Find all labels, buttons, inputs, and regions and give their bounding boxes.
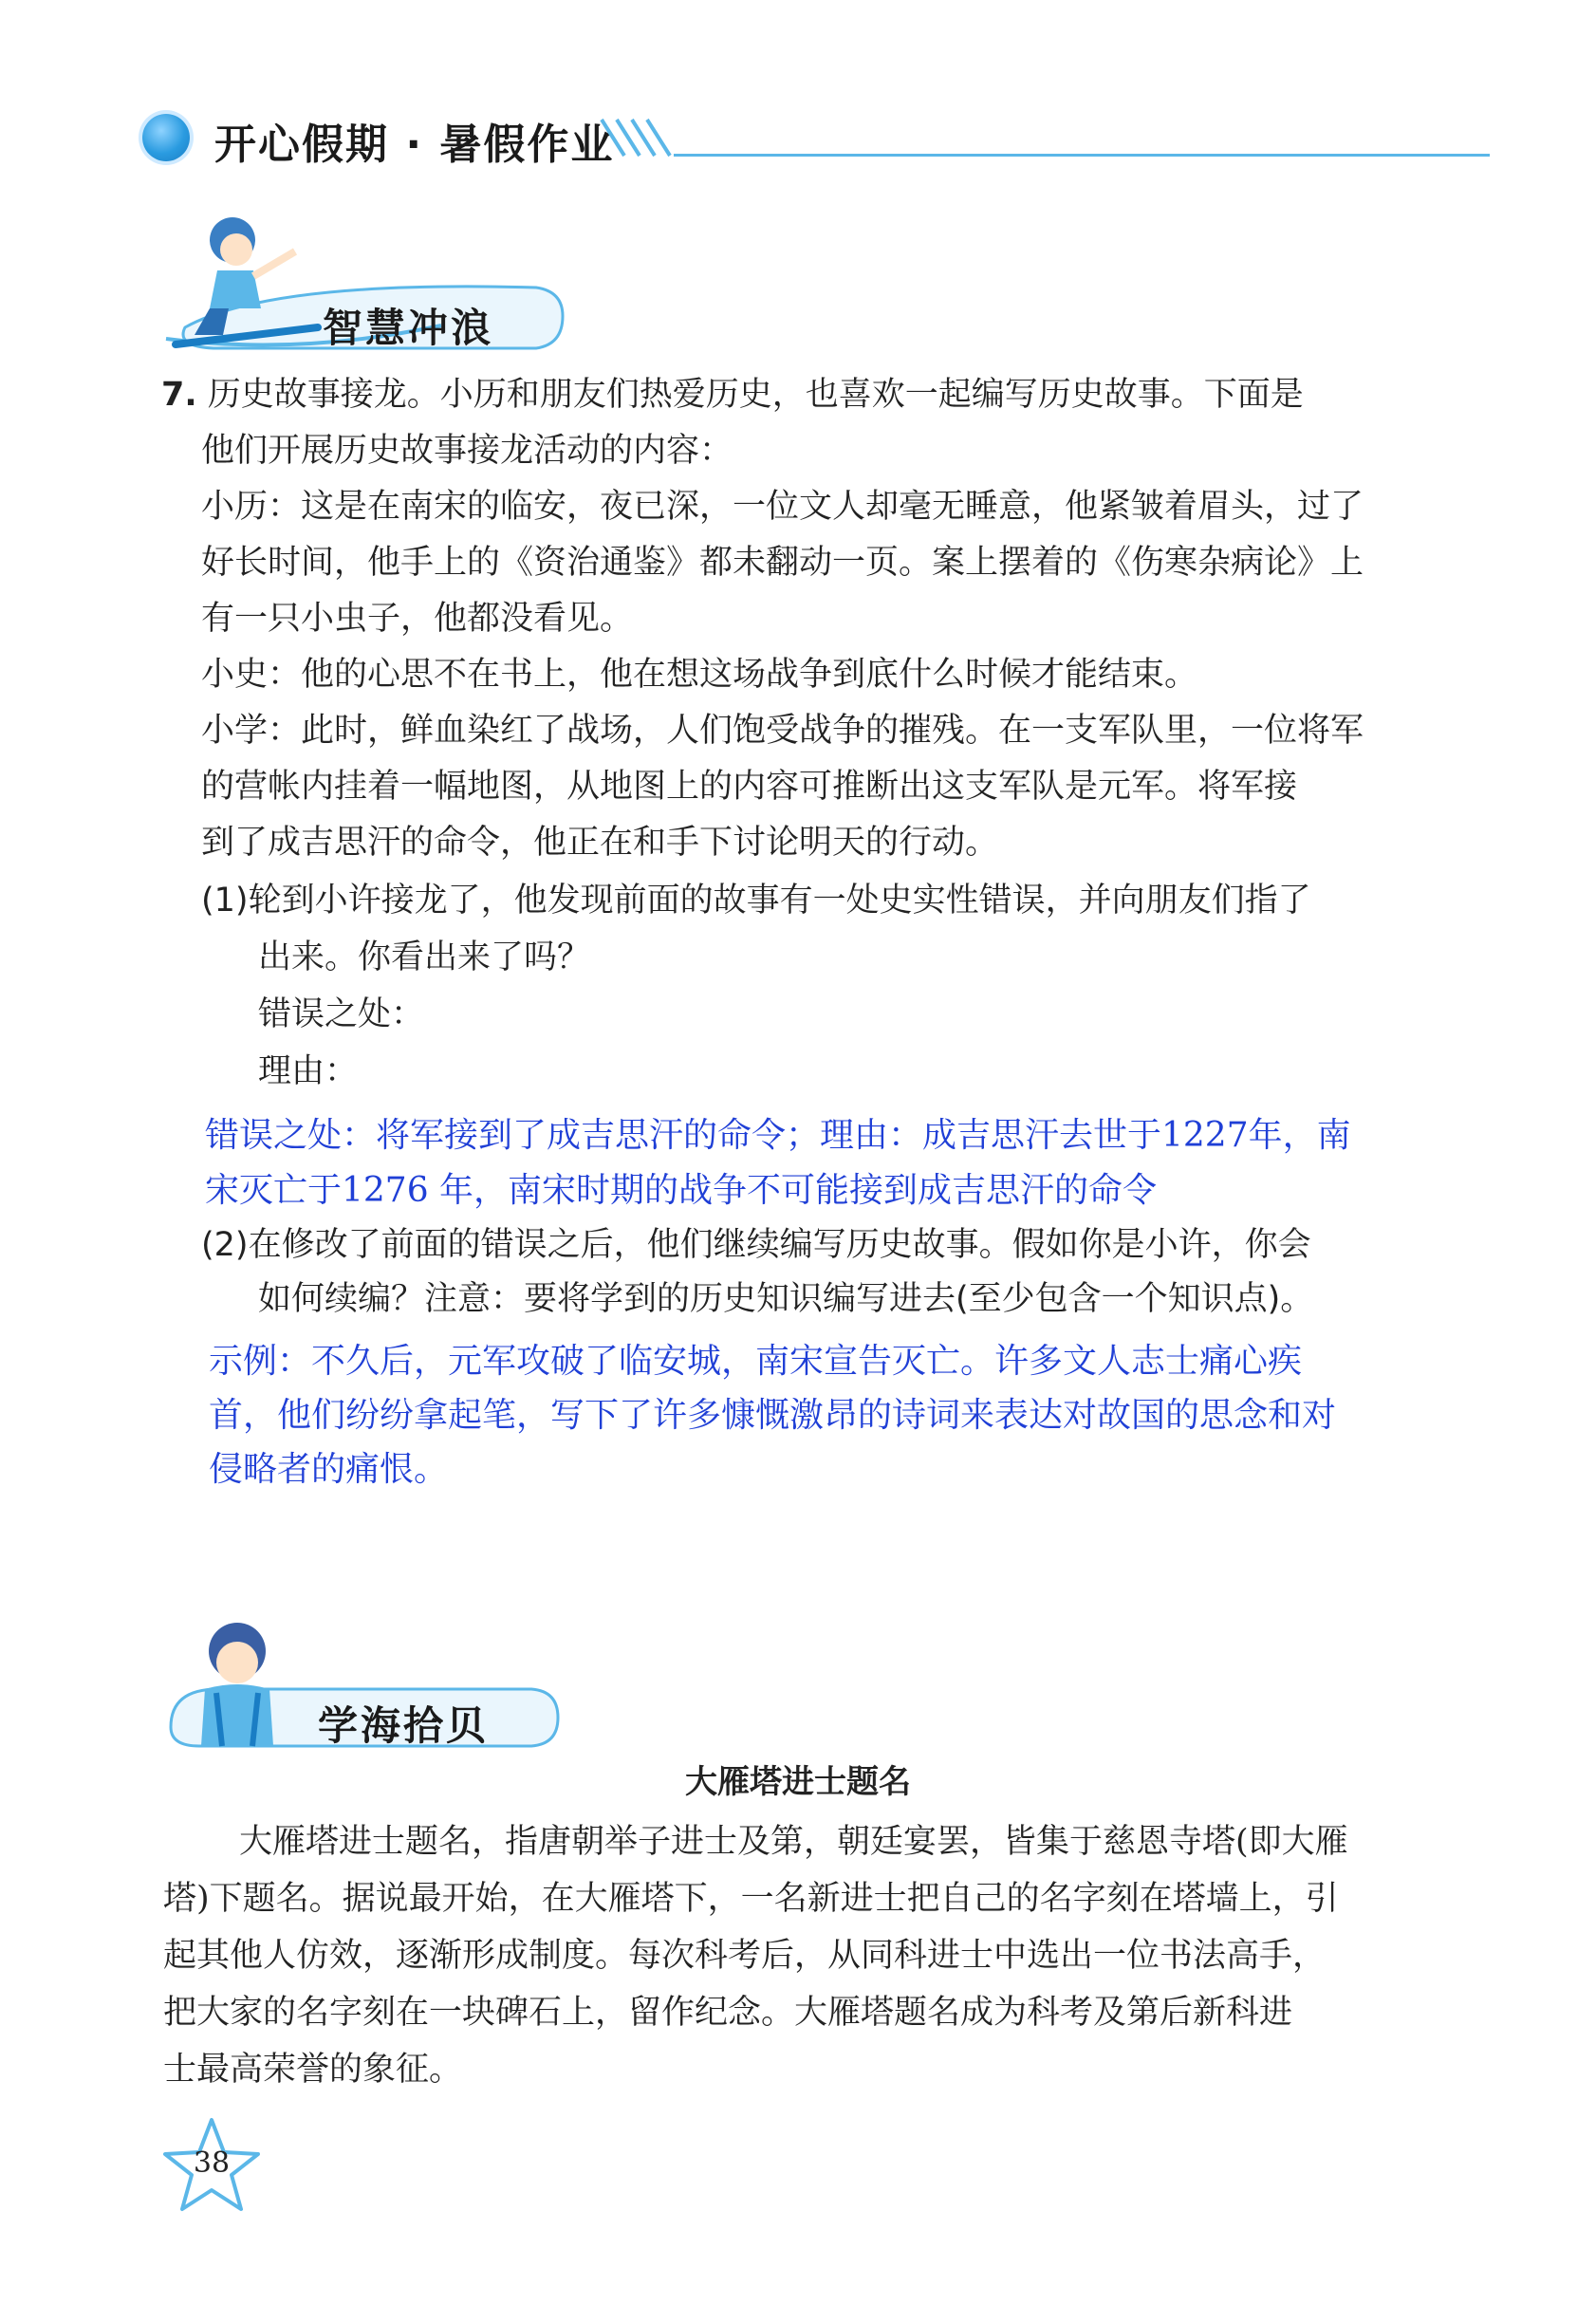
page-number: 38 xyxy=(193,2146,231,2180)
sub-question-2: (2)在修改了前面的错误之后，他们继续编写历史故事。假如你是小许，你会 xyxy=(201,1226,1311,1264)
error-prompt: 错误之处： xyxy=(258,995,425,1033)
section-label: 学海拾贝 xyxy=(318,1702,490,1749)
story-line: 有一只小虫子，他都没看见。 xyxy=(201,600,634,638)
header-rule xyxy=(674,154,1490,157)
answer-1: 错误之处：将军接到了成吉思汗的命令；理由：成吉思汗去世于1227年，南 xyxy=(205,1116,1351,1155)
question-line xyxy=(161,367,1304,422)
article-line: 大雁塔进士题名，指唐朝举子进士及第，朝廷宴罢，皆集于慈恩寺塔(即大雁 xyxy=(239,1823,1348,1861)
answer-2: 侵略者的痛恨。 xyxy=(209,1450,449,1489)
story-line: 好长时间，他手上的《资治通鉴》都未翻动一页。案上摆着的《伤寒杂病论》上 xyxy=(201,544,1364,582)
header-stripes-icon xyxy=(598,116,674,159)
story-line: 小史：他的心思不在书上，他在想这场战争到底什么时候才能结束。 xyxy=(201,656,1198,694)
story-line: 到了成吉思汗的命令，他正在和手下讨论明天的行动。 xyxy=(201,824,999,862)
story-line: 的营帐内挂着一幅地图，从地图上的内容可推断出这支军队是元军。将军接 xyxy=(201,768,1298,806)
page-header xyxy=(142,104,1490,171)
article-line: 起其他人仿效，逐渐形成制度。每次科考后，从同科进士中选出一位书法高手， xyxy=(163,1937,1327,1975)
question-text: 历史故事接龙。小历和朋友们热爱历史，也喜欢一起编写历史故事。下面是 xyxy=(207,376,1304,414)
story-line: 小学：此时，鲜血染红了战场，人们饱受战争的摧残。在一支军队里，一位将军 xyxy=(201,712,1364,750)
answer-2: 示例：不久后，元军攻破了临安城，南宋宣告灭亡。许多文人志士痛心疾 xyxy=(209,1342,1303,1381)
article-line: 把大家的名字刻在一块碑石上，留作纪念。大雁塔题名成为科考及第后新科进 xyxy=(163,1994,1293,2032)
sub-question-2: 如何续编？注意：要将学到的历史知识编写进去(至少包含一个知识点)。 xyxy=(258,1280,1314,1318)
article-line: 塔)下题名。据说最开始，在大雁塔下，一名新进士把自己的名字刻在塔墙上，引 xyxy=(163,1880,1339,1918)
article-title: 大雁塔进士题名 xyxy=(685,1763,911,1801)
header-bullet-icon xyxy=(142,114,190,161)
answer-1: 宋灭亡于1276 年，南宋时期的战争不可能接到成吉思汗的命令 xyxy=(205,1171,1158,1210)
question-number: 7. xyxy=(161,376,197,414)
answer-2: 首，他们纷纷拿起笔，写下了许多慷慨激昂的诗词来表达对故国的思念和对 xyxy=(209,1396,1337,1435)
question-line: 他们开展历史故事接龙活动的内容： xyxy=(201,432,733,470)
story-line: 小历：这是在南宋的临安，夜已深，一位文人却毫无睡意，他紧皱着眉头，过了 xyxy=(201,488,1364,526)
section-banner-learning-sea xyxy=(161,1613,560,1756)
section-banner-smart-surf xyxy=(157,214,565,356)
sub-question-1: 出来。你看出来了吗？ xyxy=(258,938,591,976)
reason-prompt: 理由： xyxy=(258,1052,359,1090)
section-label: 智慧冲浪 xyxy=(323,305,494,351)
sub-question-1: (1)轮到小许接龙了，他发现前面的故事有一处史实性错误，并向朋友们指了 xyxy=(201,882,1311,920)
article-line: 士最高荣誉的象征。 xyxy=(163,2051,463,2089)
header-title: 开心假期 · 暑假作业 xyxy=(214,121,615,169)
